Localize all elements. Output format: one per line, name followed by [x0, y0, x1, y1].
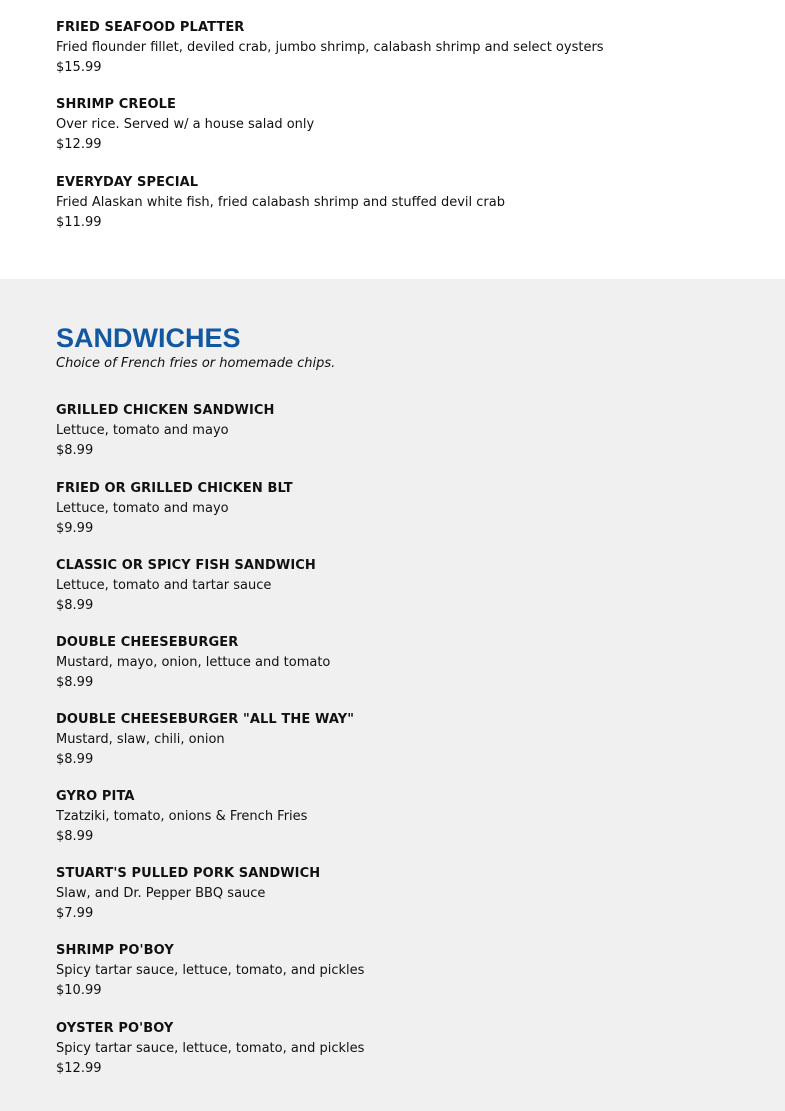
menu-item-name: DOUBLE CHEESEBURGER: [56, 635, 239, 650]
menu-item-price: $8.99: [56, 675, 94, 690]
menu-item-description: Mustard, mayo, onion, lettuce and tomato: [56, 655, 331, 670]
section-title: SANDWICHES: [56, 323, 241, 353]
menu-item-description: Slaw, and Dr. Pepper BBQ sauce: [56, 886, 266, 901]
menu-item-description: Lettuce, tomato and mayo: [56, 501, 229, 516]
menu-item-price: $8.99: [56, 829, 94, 844]
menu-item-price: $12.99: [56, 137, 102, 152]
menu-item-price: $8.99: [56, 443, 94, 458]
menu-item-price: $10.99: [56, 983, 102, 998]
menu-item-description: Over rice. Served w/ a house salad only: [56, 117, 315, 132]
menu-item-price: $8.99: [56, 598, 94, 613]
menu-item-price: $9.99: [56, 521, 94, 536]
menu-item-description: Tzatziki, tomato, onions & French Fries: [56, 809, 308, 824]
menu-item-description: Fried Alaskan white fish, fried calabash shrimp and stuffed devil crab: [56, 195, 505, 210]
menu-item-description: Fried flounder fillet, deviled crab, jumbo shrimp, calabash shrimp and select oysters: [56, 40, 604, 55]
menu-item: [56, 401, 756, 461]
seafood-section: [0, 0, 785, 279]
menu-item-name: STUART'S PULLED PORK SANDWICH: [56, 866, 321, 881]
menu-item-name: DOUBLE CHEESEBURGER "ALL THE WAY": [56, 712, 355, 727]
menu-item-price: $15.99: [56, 60, 102, 75]
menu-item-price: $7.99: [56, 906, 94, 921]
menu-item-name: FRIED SEAFOOD PLATTER: [56, 20, 245, 35]
section-subtitle: Choice of French fries or homemade chips.: [56, 356, 336, 371]
menu-item: [56, 95, 756, 155]
menu-item: [56, 1019, 756, 1079]
menu-item: [56, 941, 756, 1001]
menu-item: [56, 556, 756, 616]
menu-item: [56, 18, 756, 78]
menu-item-name: FRIED OR GRILLED CHICKEN BLT: [56, 481, 293, 496]
menu-item: [56, 633, 756, 693]
menu-item-name: GYRO PITA: [56, 789, 135, 804]
menu-item-description: Mustard, slaw, chili, onion: [56, 732, 225, 747]
menu-item-price: $8.99: [56, 752, 94, 767]
menu-item: [56, 479, 756, 539]
menu-item-name: GRILLED CHICKEN SANDWICH: [56, 403, 275, 418]
menu-item: [56, 710, 756, 770]
menu-item-name: EVERYDAY SPECIAL: [56, 175, 199, 190]
menu-item-price: $11.99: [56, 215, 102, 230]
menu-item-price: $12.99: [56, 1061, 102, 1076]
menu-item: [56, 864, 756, 924]
menu-item-name: SHRIMP PO'BOY: [56, 943, 174, 958]
menu-item: [56, 173, 756, 233]
menu-item: [56, 787, 756, 847]
menu-item-name: SHRIMP CREOLE: [56, 97, 177, 112]
menu-item-description: Spicy tartar sauce, lettuce, tomato, and pickles: [56, 963, 365, 978]
menu-item-name: CLASSIC OR SPICY FISH SANDWICH: [56, 558, 316, 573]
menu-item-description: Spicy tartar sauce, lettuce, tomato, and pickles: [56, 1041, 365, 1056]
menu-item-description: Lettuce, tomato and tartar sauce: [56, 578, 272, 593]
menu-item-name: OYSTER PO'BOY: [56, 1021, 174, 1036]
menu-item-description: Lettuce, tomato and mayo: [56, 423, 229, 438]
